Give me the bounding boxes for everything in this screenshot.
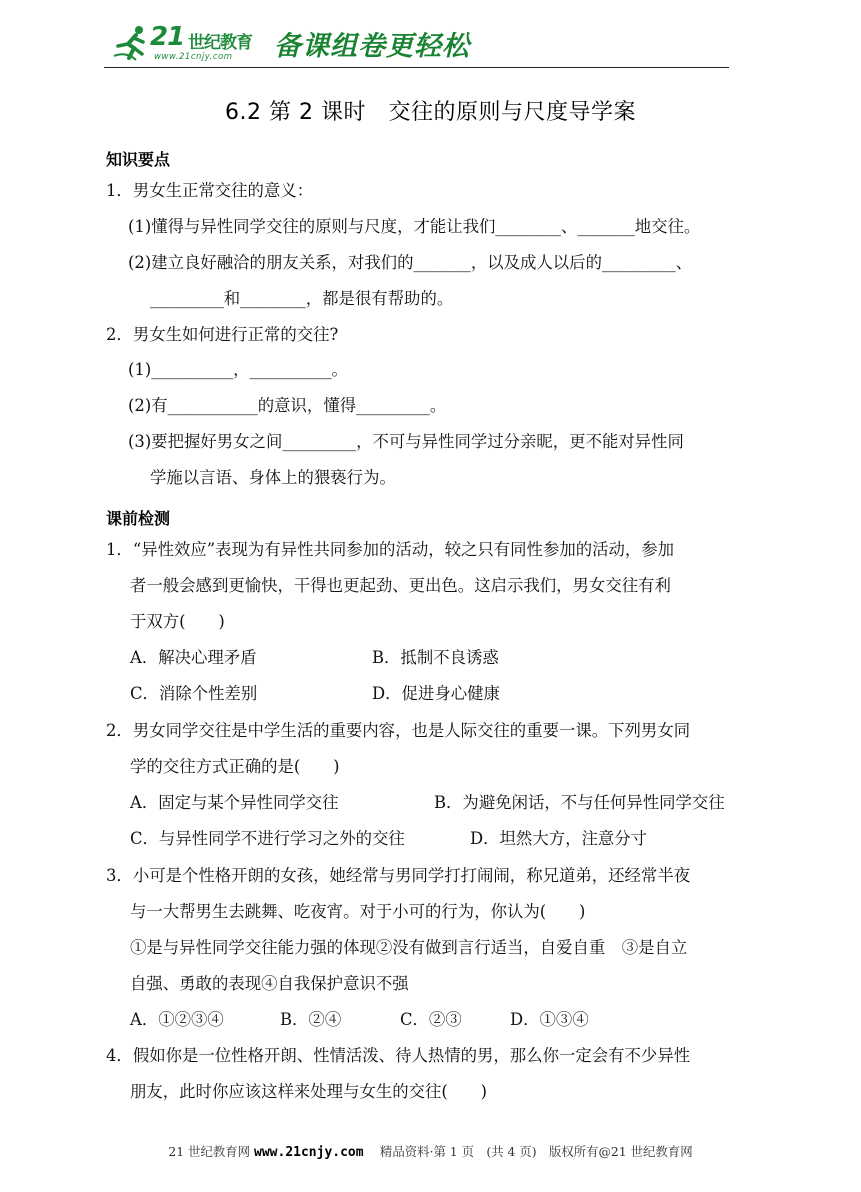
- header-slogan: 备课组卷更轻松: [274, 31, 470, 62]
- question-2-option-b: B．为避免闲话，不与任何异性同学交往: [434, 793, 725, 812]
- knowledge-item-2-2: (2)有___________的意识，懂得_________。: [128, 396, 447, 415]
- knowledge-item-2: 2．男女生如何进行正常的交往?: [106, 325, 339, 344]
- footer-site-name: 21 世纪教育网: [168, 1144, 251, 1159]
- knowledge-item-2-1: (1)__________，__________。: [128, 360, 348, 379]
- page-title: 6.2 第 2 课时 交往的原则与尺度导学案: [225, 100, 636, 125]
- running-figure-icon: [112, 24, 152, 68]
- question-1-option-b: B．抵制不良诱惑: [372, 648, 499, 667]
- logo-url: www.21cnjy.com: [154, 52, 233, 62]
- question-3-stem-cont: 与一大帮男生去跳舞、吃夜宵。对于小可的行为，你认为( ): [130, 902, 586, 921]
- logo-number: 21: [150, 22, 185, 52]
- question-1-stem-end: 于双方( ): [130, 612, 225, 631]
- knowledge-item-2-3-cont: 学施以言语、身体上的猥亵行为。: [150, 468, 396, 487]
- section-heading-pretest: 课前检测: [106, 509, 171, 528]
- section-heading-knowledge: 知识要点: [106, 150, 171, 169]
- question-1-stem-cont: 者一般会感到更愉快，干得也更起劲、更出色。这启示我们，男女交往有利: [130, 576, 671, 595]
- question-4-stem-cont: 朋友，此时你应该这样来处理与女生的交往( ): [130, 1082, 487, 1101]
- page-footer: [0, 1142, 861, 1160]
- question-2-option-d: D．坦然大方，注意分寸: [470, 829, 648, 848]
- logo-brand: 世纪教育: [188, 33, 252, 53]
- question-2-option-a: A．固定与某个异性同学交往: [130, 793, 339, 812]
- knowledge-item-2-3: (3)要把握好男女之间_________，不可与异性同学过分亲昵，更不能对异性同: [128, 432, 684, 451]
- question-1-stem: 1．“异性效应”表现为有异性共同参加的活动，较之只有同性参加的活动，参加: [106, 540, 675, 559]
- page-header: [104, 18, 729, 70]
- question-2-option-c: C．与异性同学不进行学习之外的交往: [130, 829, 405, 848]
- question-1-option-d: D．促进身心健康: [372, 684, 500, 703]
- question-4-stem: 4．假如你是一位性格开朗、性情活泼、待人热情的男，那么你一定会有不少异性: [106, 1046, 691, 1065]
- question-3-stem: 3．小可是个性格开朗的女孩，她经常与男同学打打闹闹，称兄道弟，还经常半夜: [106, 866, 691, 885]
- question-3-option-a: A．①②③④: [130, 1010, 224, 1029]
- question-1-option-a: A．解决心理矛盾: [130, 648, 257, 667]
- header-divider: [104, 67, 729, 68]
- question-3-option-c: C．②③: [400, 1010, 462, 1029]
- footer-url: www.21cnjy.com: [254, 1145, 364, 1160]
- question-3-option-d: D．①③④: [510, 1010, 589, 1029]
- knowledge-item-1-2-cont: _________和________，都是很有帮助的。: [150, 289, 454, 308]
- question-3-option-b: B．②④: [280, 1010, 342, 1029]
- question-2-stem: 2．男女同学交往是中学生活的重要内容，也是人际交往的重要一课。下列男女同: [106, 721, 691, 740]
- question-2-stem-cont: 学的交往方式正确的是( ): [130, 757, 340, 776]
- knowledge-item-1-1: (1)懂得与异性同学交往的原则与尺度，才能让我们________、_______地交往。: [128, 217, 701, 236]
- knowledge-item-1-2: (2)建立良好融洽的朋友关系，对我们的_______，以及成人以后的_________、: [128, 253, 693, 272]
- question-3-statements-cont: 自强、勇敢的表现④自我保护意识不强: [130, 974, 409, 993]
- knowledge-item-1: 1．男女生正常交往的意义：: [106, 181, 314, 200]
- question-1-option-c: C．消除个性差别: [130, 684, 258, 703]
- question-3-statements: ①是与异性同学交往能力强的体现②没有做到言行适当，自爱自重 ③是自立: [130, 938, 688, 957]
- footer-page-info: 精品资料·第 1 页 (共 4 页) 版权所有@21 世纪教育网: [367, 1144, 693, 1159]
